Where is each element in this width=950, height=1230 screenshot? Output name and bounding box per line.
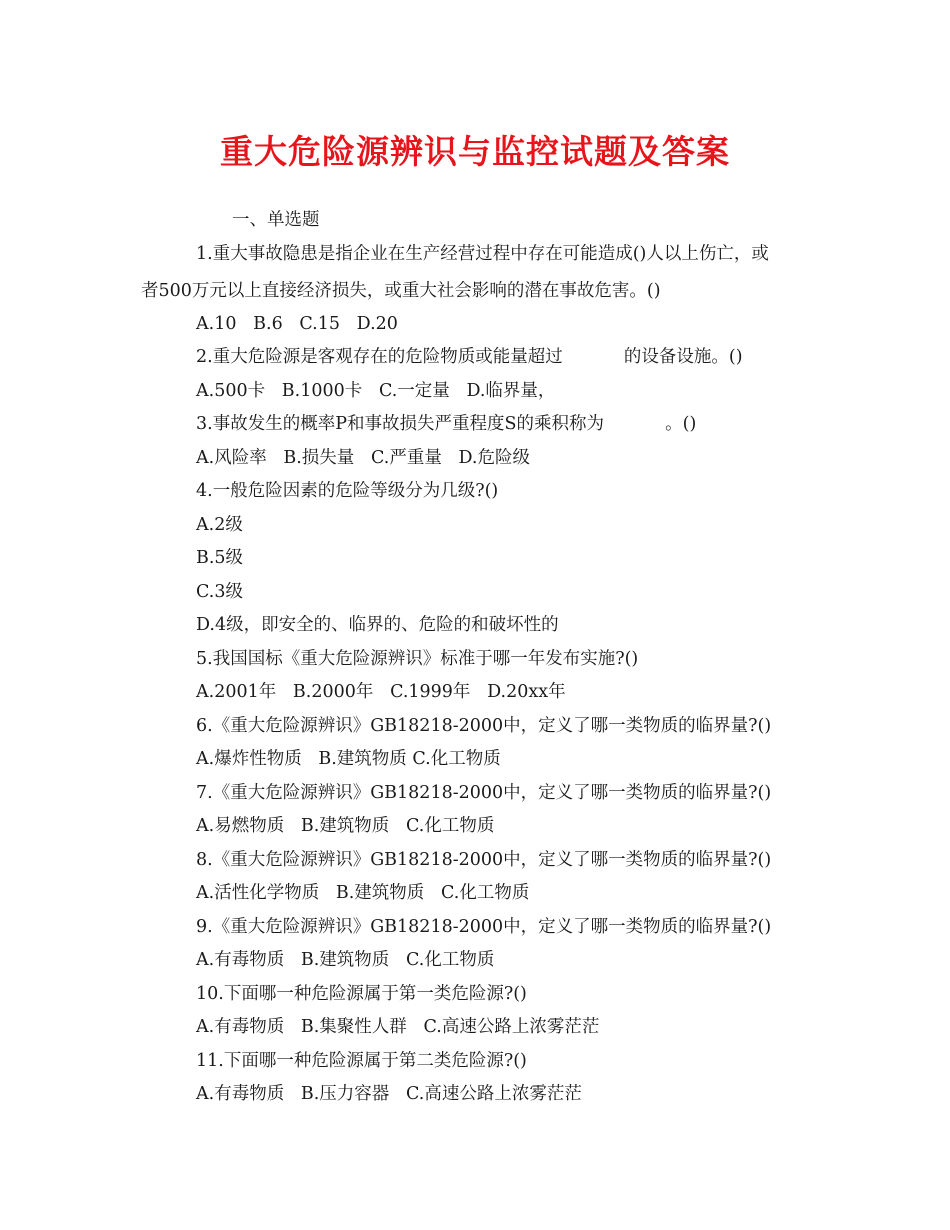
text-line: 11.下面哪一种危险源属于第二类危险源?() xyxy=(196,1051,527,1071)
text-line: A.2级 xyxy=(196,515,243,535)
text-line: 9.《重大危险源辨识》GB18218-2000中，定义了哪一类物质的临界量?() xyxy=(196,917,772,937)
text-line: 者500万元以上直接经济损失，或重大社会影响的潜在事故危害。() xyxy=(141,281,661,301)
text-line: 6.《重大危险源辨识》GB18218-2000中，定义了哪一类物质的临界量?() xyxy=(196,716,772,736)
text-line: 4.一般危险因素的危险等级分为几级?() xyxy=(196,481,499,501)
text-line: C.3级 xyxy=(196,582,243,602)
text-line: A.爆炸性物质 B.建筑物质 C.化工物质 xyxy=(196,749,501,769)
document-title: 重大危险源辨识与监控试题及答案 xyxy=(220,132,730,171)
text-line: 7.《重大危险源辨识》GB18218-2000中，定义了哪一类物质的临界量?() xyxy=(196,783,772,803)
text-line: 1.重大事故隐患是指企业在生产经营过程中存在可能造成()人以上伤亡，或 xyxy=(196,244,769,264)
text-line: 3.事故发生的概率P和事故损失严重程度S的乘积称为 。() xyxy=(196,414,697,434)
text-line: A.风险率 B.损失量 C.严重量 D.危险级 xyxy=(196,448,530,468)
text-line: A.2001年 B.2000年 C.1999年 D.20xx年 xyxy=(196,682,566,702)
text-line: A.活性化学物质 B.建筑物质 C.化工物质 xyxy=(196,883,530,903)
text-line: A.500卡 B.1000卡 C.一定量 D.临界量， xyxy=(196,381,556,401)
text-line: A.易燃物质 B.建筑物质 C.化工物质 xyxy=(196,816,495,836)
text-line: A.有毒物质 B.压力容器 C.高速公路上浓雾茫茫 xyxy=(196,1084,582,1104)
text-line: B.5级 xyxy=(196,548,244,568)
text-line: D.4级，即安全的、临界的、危险的和破坏性的 xyxy=(196,615,559,635)
text-line: 5.我国国标《重大危险源辨识》标准于哪一年发布实施?() xyxy=(196,649,639,669)
text-line: 10.下面哪一种危险源属于第一类危险源?() xyxy=(196,984,527,1004)
text-line: A.有毒物质 B.建筑物质 C.化工物质 xyxy=(196,950,495,970)
text-line: A.10 B.6 C.15 D.20 xyxy=(196,314,398,334)
text-line: 8.《重大危险源辨识》GB18218-2000中，定义了哪一类物质的临界量?() xyxy=(196,850,772,870)
text-line: 2.重大危险源是客观存在的危险物质或能量超过 的设备设施。() xyxy=(196,347,743,367)
section-heading: 一、单选题 xyxy=(232,210,320,230)
text-line: A.有毒物质 B.集聚性人群 C.高速公路上浓雾茫茫 xyxy=(196,1017,600,1037)
